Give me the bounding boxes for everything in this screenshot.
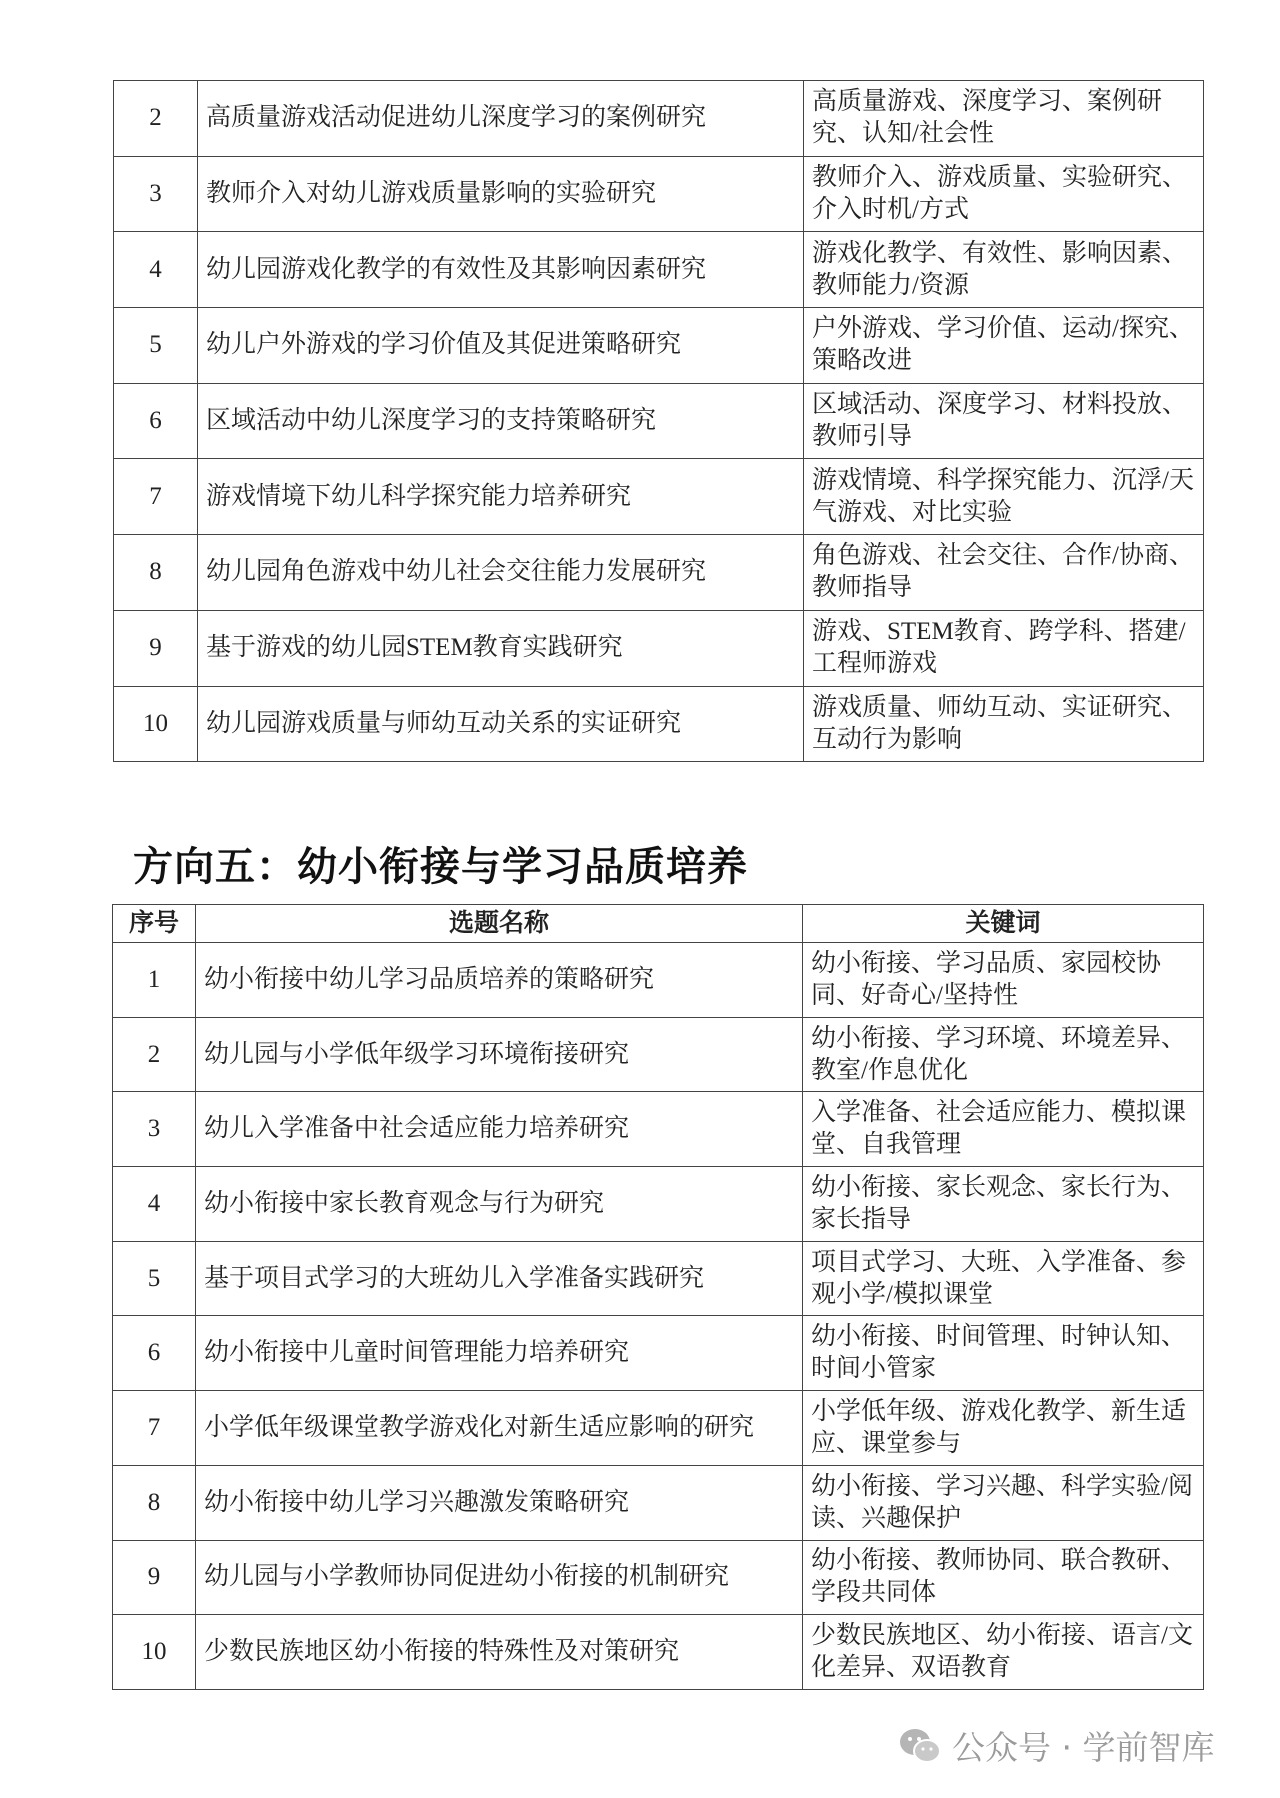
row-number: 6 [113,1316,196,1391]
table-row [113,1540,1204,1615]
row-number: 1 [113,943,196,1018]
topic-title: 幼儿园与小学低年级学习环境衔接研究 [196,1017,803,1092]
topic-title: 幼小衔接中家长教育观念与行为研究 [196,1167,803,1242]
table-row [114,232,1204,308]
topic-title: 小学低年级课堂教学游戏化对新生适应影响的研究 [196,1391,803,1466]
row-number: 10 [113,1615,196,1690]
table-row [114,459,1204,535]
row-number: 5 [114,308,198,384]
row-number: 3 [114,156,198,232]
table-row [113,943,1204,1018]
topic-title: 幼儿入学准备中社会适应能力培养研究 [196,1092,803,1167]
table-row [113,1316,1204,1391]
topic-keywords: 入学准备、社会适应能力、模拟课堂、自我管理 [803,1092,1204,1167]
topic-keywords: 高质量游戏、深度学习、案例研究、认知/社会性 [804,81,1204,157]
topic-keywords: 户外游戏、学习价值、运动/探究、策略改进 [804,308,1204,384]
watermark-text: 公众号 · 学前智库 [952,1728,1215,1767]
table-row [114,686,1204,762]
table-header-row [113,905,1204,943]
topic-title: 幼小衔接中儿童时间管理能力培养研究 [196,1316,803,1391]
topic-title: 教师介入对幼儿游戏质量影响的实验研究 [198,156,804,232]
topic-keywords: 区域活动、深度学习、材料投放、教师引导 [804,383,1204,459]
topic-title: 区域活动中幼儿深度学习的支持策略研究 [198,383,804,459]
table-row [113,1167,1204,1242]
topic-title: 幼儿园游戏质量与师幼互动关系的实证研究 [198,686,804,762]
topic-keywords: 角色游戏、社会交往、合作/协商、教师指导 [804,535,1204,611]
table-row [113,1241,1204,1316]
topic-keywords: 游戏化教学、有效性、影响因素、教师能力/资源 [804,232,1204,308]
row-number: 5 [113,1241,196,1316]
header-title: 选题名称 [196,905,803,943]
topic-title: 基于项目式学习的大班幼儿入学准备实践研究 [196,1241,803,1316]
table-row [113,1391,1204,1466]
topic-keywords: 少数民族地区、幼小衔接、语言/文化差异、双语教育 [803,1615,1204,1690]
topic-title: 幼儿园与小学教师协同促进幼小衔接的机制研究 [196,1540,803,1615]
topic-keywords: 小学低年级、游戏化教学、新生适应、课堂参与 [803,1391,1204,1466]
topic-title: 游戏情境下幼儿科学探究能力培养研究 [198,459,804,535]
table-row [114,610,1204,686]
topic-table-section5 [112,904,1204,1690]
table-row [114,156,1204,232]
watermark [898,1722,1214,1769]
topic-keywords: 教师介入、游戏质量、实验研究、介入时机/方式 [804,156,1204,232]
header-no: 序号 [113,905,196,943]
topic-title: 基于游戏的幼儿园STEM教育实践研究 [198,610,804,686]
topic-keywords: 幼小衔接、学习品质、家园校协同、好奇心/坚持性 [803,943,1204,1018]
header-keywords: 关键词 [803,905,1204,943]
topic-title: 少数民族地区幼小衔接的特殊性及对策研究 [196,1615,803,1690]
topic-table-section4 [113,80,1204,762]
row-number: 9 [113,1540,196,1615]
topic-title: 幼小衔接中幼儿学习兴趣激发策略研究 [196,1465,803,1540]
topic-title: 幼儿园游戏化教学的有效性及其影响因素研究 [198,232,804,308]
row-number: 7 [114,459,198,535]
row-number: 6 [114,383,198,459]
table-row [114,308,1204,384]
row-number: 9 [114,610,198,686]
topic-keywords: 幼小衔接、家长观念、家长行为、家长指导 [803,1167,1204,1242]
section-heading: 方向五：幼小衔接与学习品质培养 [133,844,748,889]
row-number: 2 [113,1017,196,1092]
row-number: 8 [113,1465,196,1540]
table-row [113,1092,1204,1167]
row-number: 4 [114,232,198,308]
topic-keywords: 幼小衔接、教师协同、联合教研、学段共同体 [803,1540,1204,1615]
topic-keywords: 幼小衔接、学习环境、环境差异、教室/作息优化 [803,1017,1204,1092]
table-row [114,535,1204,611]
row-number: 3 [113,1092,196,1167]
topic-keywords: 游戏、STEM教育、跨学科、搭建/工程师游戏 [804,610,1204,686]
topic-title: 幼儿户外游戏的学习价值及其促进策略研究 [198,308,804,384]
topic-keywords: 游戏质量、师幼互动、实证研究、互动行为影响 [804,686,1204,762]
topic-title: 幼儿园角色游戏中幼儿社会交往能力发展研究 [198,535,804,611]
row-number: 10 [114,686,198,762]
topic-keywords: 游戏情境、科学探究能力、沉浮/天气游戏、对比实验 [804,459,1204,535]
row-number: 4 [113,1167,196,1242]
table-row [114,383,1204,459]
table-row [113,1017,1204,1092]
topic-keywords: 幼小衔接、时间管理、时钟认知、时间小管家 [803,1316,1204,1391]
topic-title: 幼小衔接中幼儿学习品质培养的策略研究 [196,943,803,1018]
topic-title: 高质量游戏活动促进幼儿深度学习的案例研究 [198,81,804,157]
row-number: 8 [114,535,198,611]
wechat-icon [898,1726,942,1766]
table-row [113,1465,1204,1540]
topic-keywords: 幼小衔接、学习兴趣、科学实验/阅读、兴趣保护 [803,1465,1204,1540]
topic-keywords: 项目式学习、大班、入学准备、参观小学/模拟课堂 [803,1241,1204,1316]
table-row [114,81,1204,157]
row-number: 7 [113,1391,196,1466]
row-number: 2 [114,81,198,157]
table-row [113,1615,1204,1690]
